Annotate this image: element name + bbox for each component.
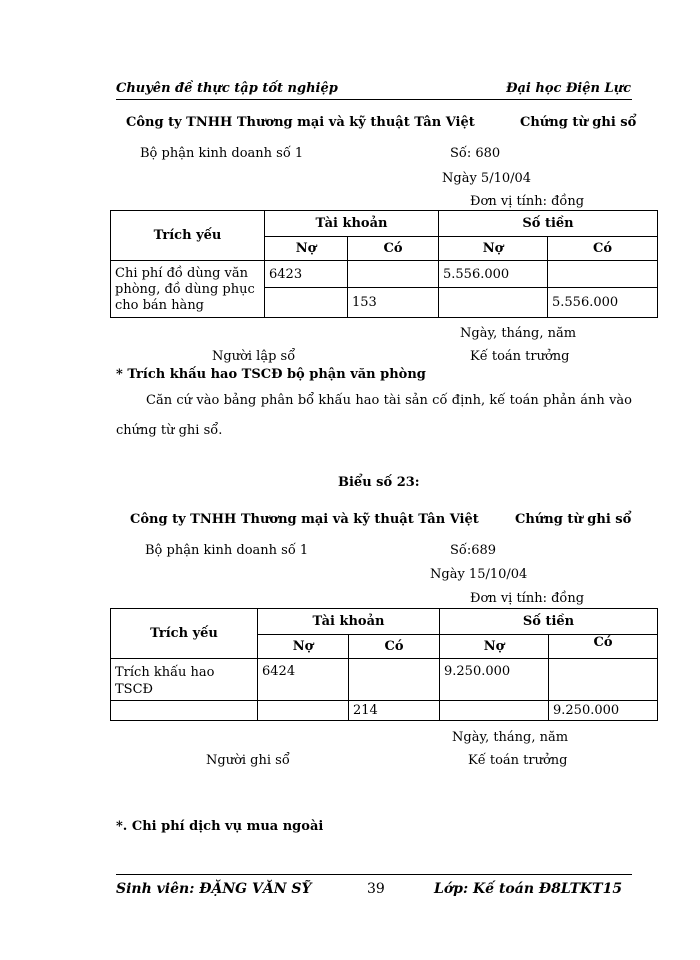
table-cell [439,288,548,318]
table-cell: 5.556.000 [548,288,658,318]
voucher1-company: Công ty TNHH Thương mại và kỹ thuật Tân Việt [126,115,475,130]
table-cell: 6424 [258,659,349,701]
footer-rule [116,874,632,875]
table-cell [111,701,258,721]
table-cell [549,659,658,701]
col-account-header: Tài khoản [258,609,440,635]
summary-cell: Trích khấu hao TSCĐ [111,659,258,701]
credit-amount-header: Có [548,237,658,261]
voucher2-department: Bộ phận kinh doanh số 1 [145,543,309,558]
header-rule [116,99,632,100]
table-cell: 214 [349,701,440,721]
voucher1-table [110,210,658,318]
form-title: Biểu số 23: [338,475,420,490]
voucher1-number: Số: 680 [450,146,501,161]
col-amount-header: Số tiền [439,211,658,237]
debit-amount-header: Nợ [440,635,549,659]
voucher2-doc-type: Chứng từ ghi sổ [515,512,632,527]
voucher2-date-line: Ngày, tháng, năm [452,730,569,745]
debit-account-header: Nợ [265,237,348,261]
footer-page-number: 39 [367,881,385,897]
table-cell: 153 [348,288,439,318]
table-cell [349,659,440,701]
header-left: Chuyên đề thực tập tốt nghiệp [116,81,338,96]
table-cell: 9.250.000 [549,701,658,721]
credit-amount-header: Có [549,635,658,659]
section2-title: *. Chi phí dịch vụ mua ngoài [116,819,324,834]
voucher1-department: Bộ phận kinh doanh số 1 [140,146,304,161]
debit-amount-header: Nợ [439,237,548,261]
body-paragraph: Căn cứ vào bảng phân bổ khấu hao tài sản cố định, kế toán phản ánh vào chứng từ ghi sổ. [116,393,632,438]
voucher1-unit: Đơn vị tính: đồng [470,194,585,209]
voucher1-date: Ngày 5/10/04 [442,171,532,186]
voucher1-date-line: Ngày, tháng, năm [460,326,577,341]
header-right: Đại học Điện Lực [506,81,631,96]
voucher1-chief: Kế toán trưởng [470,349,570,364]
table-cell [548,261,658,288]
voucher1-doc-type: Chứng từ ghi sổ [520,115,637,130]
footer-class: Lớp: Kế toán Đ8LTKT15 [434,881,623,897]
col-summary-header: Trích yếu [111,609,258,659]
voucher2-chief: Kế toán trưởng [468,753,568,768]
debit-account-header: Nợ [258,635,349,659]
voucher2-table [110,608,658,721]
table-cell: 6423 [265,261,348,288]
summary-cell: Chi phí đồ dùng văn phòng, đồ dùng phục cho bán hàng [111,261,265,318]
section1-title: * Trích khấu hao TSCĐ bộ phận văn phòng [116,367,426,382]
col-summary-header: Trích yếu [111,211,265,261]
table-cell [440,701,549,721]
voucher2-company: Công ty TNHH Thương mại và kỹ thuật Tân Việt [130,512,479,527]
voucher1-preparer: Người lập sổ [212,349,296,364]
credit-account-header: Có [348,237,439,261]
voucher2-number: Số:689 [450,543,497,558]
table-cell [348,261,439,288]
credit-account-header: Có [349,635,440,659]
footer-student: Sinh viên: ĐẶNG VĂN SỸ [116,881,312,897]
table-cell [265,288,348,318]
col-amount-header: Số tiền [440,609,658,635]
voucher2-preparer: Người ghi sổ [206,753,290,768]
table-cell: 9.250.000 [440,659,549,701]
table-cell [258,701,349,721]
col-account-header: Tài khoản [265,211,439,237]
table-cell: 5.556.000 [439,261,548,288]
voucher2-date: Ngày 15/10/04 [430,567,528,582]
voucher2-unit: Đơn vị tính: đồng [470,591,585,606]
